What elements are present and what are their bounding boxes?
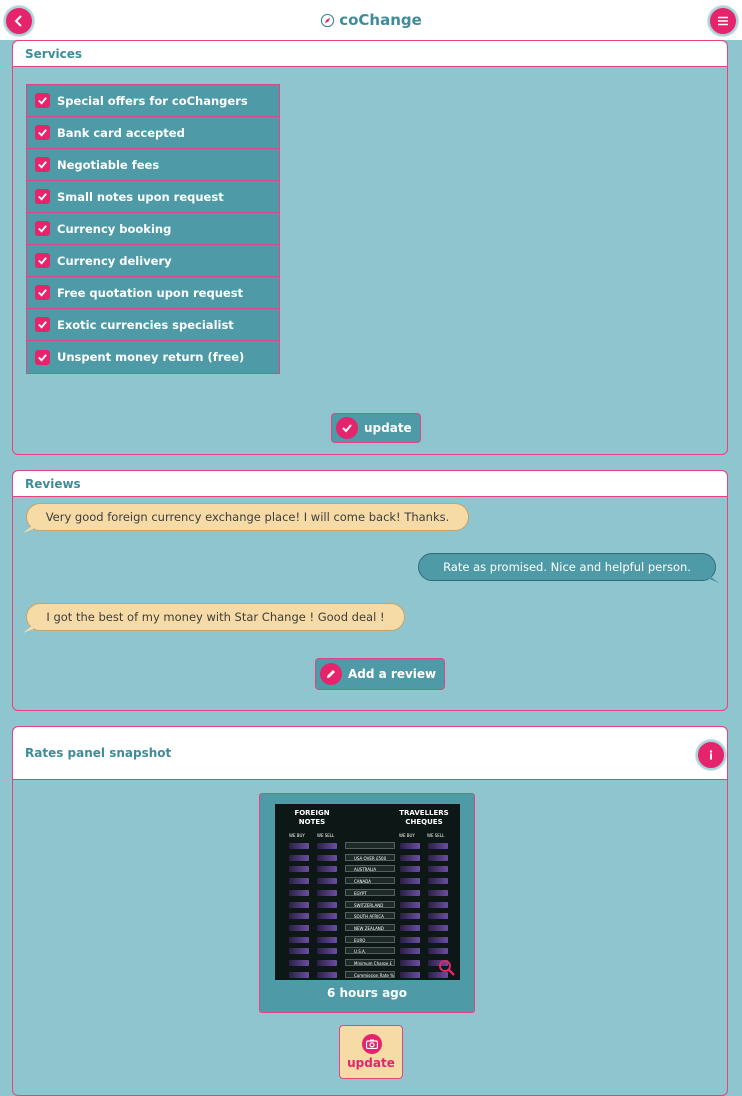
board-cell bbox=[400, 878, 420, 884]
board-cell bbox=[428, 902, 448, 908]
board-cell bbox=[428, 925, 448, 931]
review-bubble: Rate as promised. Nice and helpful person. bbox=[418, 553, 716, 581]
camera-icon bbox=[362, 1034, 382, 1054]
board-cell bbox=[289, 972, 309, 978]
board-cell bbox=[317, 925, 337, 931]
board-row bbox=[275, 901, 460, 909]
board-row bbox=[275, 971, 460, 979]
board-cell bbox=[317, 913, 337, 919]
board-country-label: EURO bbox=[345, 936, 395, 943]
check-icon bbox=[35, 221, 50, 236]
service-item: Currency booking bbox=[27, 213, 279, 245]
reviews-title: Reviews bbox=[13, 471, 727, 497]
board-cell bbox=[428, 948, 448, 954]
board-cell bbox=[400, 960, 420, 966]
board-country-label: AUSTRALIA bbox=[345, 865, 395, 872]
board-cell bbox=[289, 937, 309, 943]
board-row bbox=[275, 924, 460, 932]
bubble-tail bbox=[23, 525, 33, 533]
board-cell bbox=[317, 843, 337, 849]
menu-button[interactable] bbox=[708, 6, 738, 36]
board-cell bbox=[400, 925, 420, 931]
board-country-label: USA OVER £500 bbox=[345, 854, 395, 861]
board-row bbox=[275, 959, 460, 967]
board-cell bbox=[400, 913, 420, 919]
board-cell bbox=[289, 925, 309, 931]
check-icon bbox=[35, 285, 50, 300]
board-cell bbox=[428, 866, 448, 872]
board-country-label: Minimum Charge £ bbox=[345, 959, 395, 966]
service-item: Exotic currencies specialist bbox=[27, 309, 279, 341]
top-bar bbox=[0, 0, 742, 40]
board-cell bbox=[317, 902, 337, 908]
board-cell bbox=[317, 972, 337, 978]
check-icon bbox=[35, 189, 50, 204]
review-bubble: I got the best of my money with Star Change ! Good deal ! bbox=[26, 603, 405, 631]
services-list bbox=[26, 84, 280, 374]
brand-name: coChange bbox=[339, 11, 422, 29]
rates-board-image[interactable]: FOREIGN NOTES TRAVELLERS CHEQUES WE BUY WE SELL WE BUY WE SELL USA OVER £500 AUSTRALIA CANADA EGYPT SWITZERLAND SOUTH AFRICA NEW ZEALAND EURO U.S.A. Minimum Charge £ Commission Rate % bbox=[275, 804, 460, 980]
board-cell bbox=[400, 972, 420, 978]
board-cell bbox=[428, 890, 448, 896]
board-row bbox=[275, 865, 460, 873]
board-cell bbox=[400, 890, 420, 896]
service-item: Bank card accepted bbox=[27, 117, 279, 149]
check-circle-icon bbox=[336, 417, 358, 439]
board-country-label: Commission Rate % bbox=[345, 971, 395, 978]
board-cell bbox=[317, 855, 337, 861]
board-country-label: SOUTH AFRICA bbox=[345, 912, 395, 919]
board-cell bbox=[289, 948, 309, 954]
rates-title: Rates panel snapshot bbox=[13, 727, 727, 780]
board-row bbox=[275, 877, 460, 885]
board-cell bbox=[400, 855, 420, 861]
services-title: Services bbox=[13, 41, 727, 67]
board-country-label: CANADA bbox=[345, 877, 395, 884]
rates-snapshot[interactable] bbox=[259, 793, 475, 1013]
reviews-panel bbox=[12, 470, 728, 711]
board-row bbox=[275, 947, 460, 955]
board-row bbox=[275, 889, 460, 897]
check-icon bbox=[35, 253, 50, 268]
board-cell bbox=[317, 890, 337, 896]
info-button[interactable] bbox=[696, 740, 726, 770]
compass-icon bbox=[320, 13, 335, 28]
info-icon bbox=[705, 749, 717, 761]
board-row bbox=[275, 854, 460, 862]
board-cell bbox=[400, 948, 420, 954]
check-icon bbox=[35, 317, 50, 332]
board-country-label: EGYPT bbox=[345, 889, 395, 896]
check-icon bbox=[35, 93, 50, 108]
board-country-label bbox=[345, 842, 395, 849]
board-country-label: NEW ZEALAND bbox=[345, 924, 395, 931]
magnifier-icon bbox=[438, 959, 456, 977]
service-item: Small notes upon request bbox=[27, 181, 279, 213]
board-row bbox=[275, 912, 460, 920]
services-update-button[interactable]: update bbox=[331, 413, 421, 443]
check-icon bbox=[35, 350, 50, 365]
review-bubble: Very good foreign currency exchange place! I will come back! Thanks. bbox=[26, 503, 469, 531]
board-cell bbox=[317, 948, 337, 954]
check-icon bbox=[35, 125, 50, 140]
board-row bbox=[275, 842, 460, 850]
board-country-label: U.S.A. bbox=[345, 947, 395, 954]
board-cell bbox=[289, 960, 309, 966]
board-cell bbox=[289, 855, 309, 861]
service-item: Unspent money return (free) bbox=[27, 341, 279, 373]
service-item: Free quotation upon request bbox=[27, 277, 279, 309]
board-cell bbox=[289, 890, 309, 896]
board-cell bbox=[317, 866, 337, 872]
hamburger-icon bbox=[717, 15, 729, 27]
board-cell bbox=[289, 913, 309, 919]
snapshot-update-button[interactable]: update bbox=[339, 1025, 403, 1079]
brand bbox=[0, 0, 742, 40]
board-cell bbox=[428, 937, 448, 943]
bubble-tail bbox=[709, 575, 719, 583]
board-cell bbox=[289, 902, 309, 908]
board-cell bbox=[289, 843, 309, 849]
board-cell bbox=[289, 878, 309, 884]
board-cell bbox=[317, 960, 337, 966]
board-cell bbox=[400, 937, 420, 943]
services-panel bbox=[12, 40, 728, 455]
pencil-icon bbox=[320, 663, 342, 685]
board-cell bbox=[400, 843, 420, 849]
rates-panel bbox=[12, 726, 728, 1096]
add-review-button[interactable]: Add a review bbox=[315, 658, 445, 690]
board-cell bbox=[317, 937, 337, 943]
snapshot-time: 6 hours ago bbox=[326, 986, 408, 1000]
board-country-label: SWITZERLAND bbox=[345, 901, 395, 908]
board-row bbox=[275, 936, 460, 944]
board-cell bbox=[289, 866, 309, 872]
board-cell bbox=[428, 913, 448, 919]
board-cell bbox=[400, 902, 420, 908]
service-item: Currency delivery bbox=[27, 245, 279, 277]
board-cell bbox=[400, 866, 420, 872]
service-item: Negotiable fees bbox=[27, 149, 279, 181]
board-cell bbox=[317, 878, 337, 884]
check-icon bbox=[35, 157, 50, 172]
bubble-tail bbox=[23, 625, 33, 633]
board-cell bbox=[428, 855, 448, 861]
board-cell bbox=[428, 843, 448, 849]
board-cell bbox=[428, 878, 448, 884]
service-item: Special offers for coChangers bbox=[27, 85, 279, 117]
